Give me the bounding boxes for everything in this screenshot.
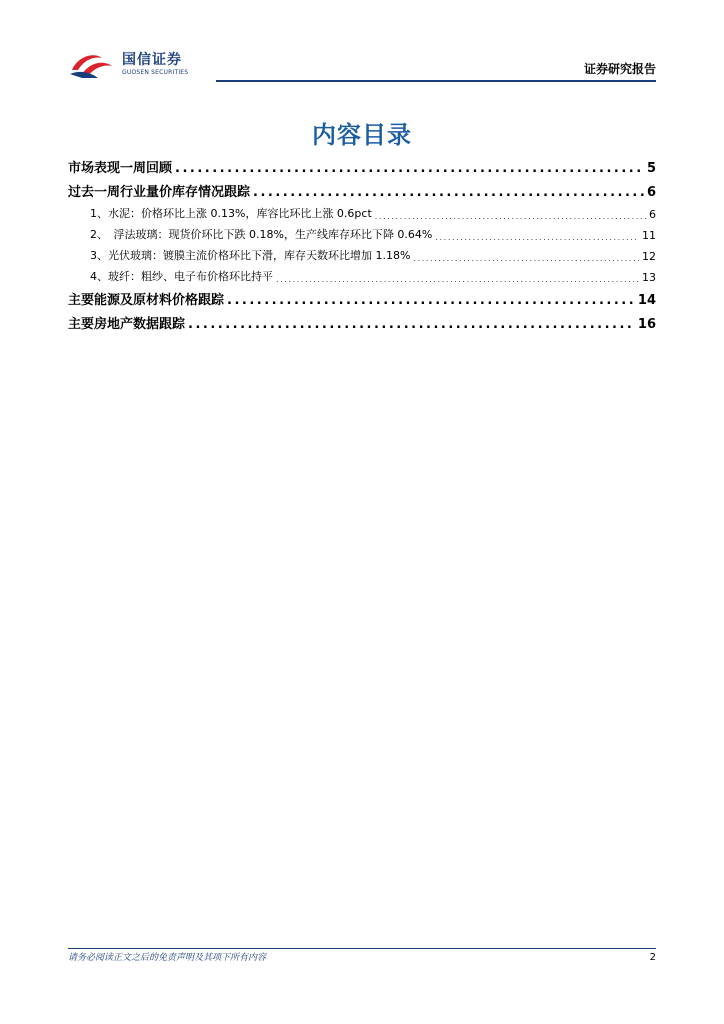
toc-entry-market-review[interactable]	[68, 152, 656, 176]
toc-entry-real-estate[interactable]	[68, 308, 656, 332]
toc-entry-page: 16	[637, 317, 656, 332]
toc-entry-label: 市场表现一周回顾	[68, 161, 173, 176]
toc-title: 内容目录	[312, 121, 412, 149]
toc-entry-page: 6	[646, 185, 656, 200]
toc-leader-dots	[175, 161, 644, 176]
toc-leader-dots	[188, 317, 635, 332]
toc-entry-pv-glass[interactable]	[68, 242, 656, 263]
toc-entry-page: 13	[642, 271, 656, 284]
toc-leader-dots	[276, 275, 639, 284]
toc-entry-label: 主要能源及原材料价格跟踪	[68, 293, 225, 308]
guosen-logo-icon	[68, 48, 116, 80]
toc-entry-float-glass[interactable]	[68, 221, 656, 242]
toc-entry-glass-fiber[interactable]	[68, 263, 656, 284]
toc-leader-dots	[375, 212, 646, 221]
toc-entry-label: 2、 浮法玻璃：现货价环比下跌 0.18%，生产线库存环比下降 0.64%	[90, 228, 433, 241]
toc-entry-page: 11	[642, 229, 656, 242]
footer-divider	[68, 948, 656, 949]
toc-leader-dots	[435, 233, 639, 242]
guosen-logo	[68, 48, 188, 80]
header-divider	[216, 80, 656, 82]
footer-disclaimer: 请务必阅读正文之后的免责声明及其项下所有内容	[68, 953, 267, 963]
logo-company-name-en: GUOSEN SECURITIES	[122, 68, 189, 76]
toc-entry-label: 1、水泥：价格环比上涨 0.13%，库容比环比上涨 0.6pct	[90, 207, 372, 220]
toc-leader-dots	[413, 254, 639, 263]
page-header	[68, 48, 656, 84]
toc-entry-cement[interactable]	[68, 200, 656, 221]
toc-entry-label: 过去一周行业量价库存情况跟踪	[68, 185, 251, 200]
toc-entry-label: 3、光伏玻璃：镀膜主流价格环比下滑，库存天数环比增加 1.18%	[90, 249, 411, 262]
table-of-contents	[68, 152, 656, 332]
page-number: 2	[649, 952, 656, 963]
toc-leader-dots	[253, 185, 644, 200]
toc-entry-energy-materials[interactable]	[68, 284, 656, 308]
toc-entry-page: 12	[642, 250, 656, 263]
toc-entry-label: 主要房地产数据跟踪	[68, 317, 186, 332]
toc-entry-page: 6	[649, 208, 656, 221]
toc-entry-page: 14	[637, 293, 656, 308]
logo-company-name: 国信证券	[122, 51, 182, 68]
toc-leader-dots	[227, 293, 635, 308]
page-footer	[68, 948, 656, 963]
report-type-label: 证券研究报告	[583, 62, 656, 76]
toc-entry-industry-tracking[interactable]	[68, 176, 656, 200]
toc-entry-page: 5	[646, 161, 656, 176]
toc-entry-label: 4、玻纤：粗纱、电子布价格环比持平	[90, 270, 273, 283]
